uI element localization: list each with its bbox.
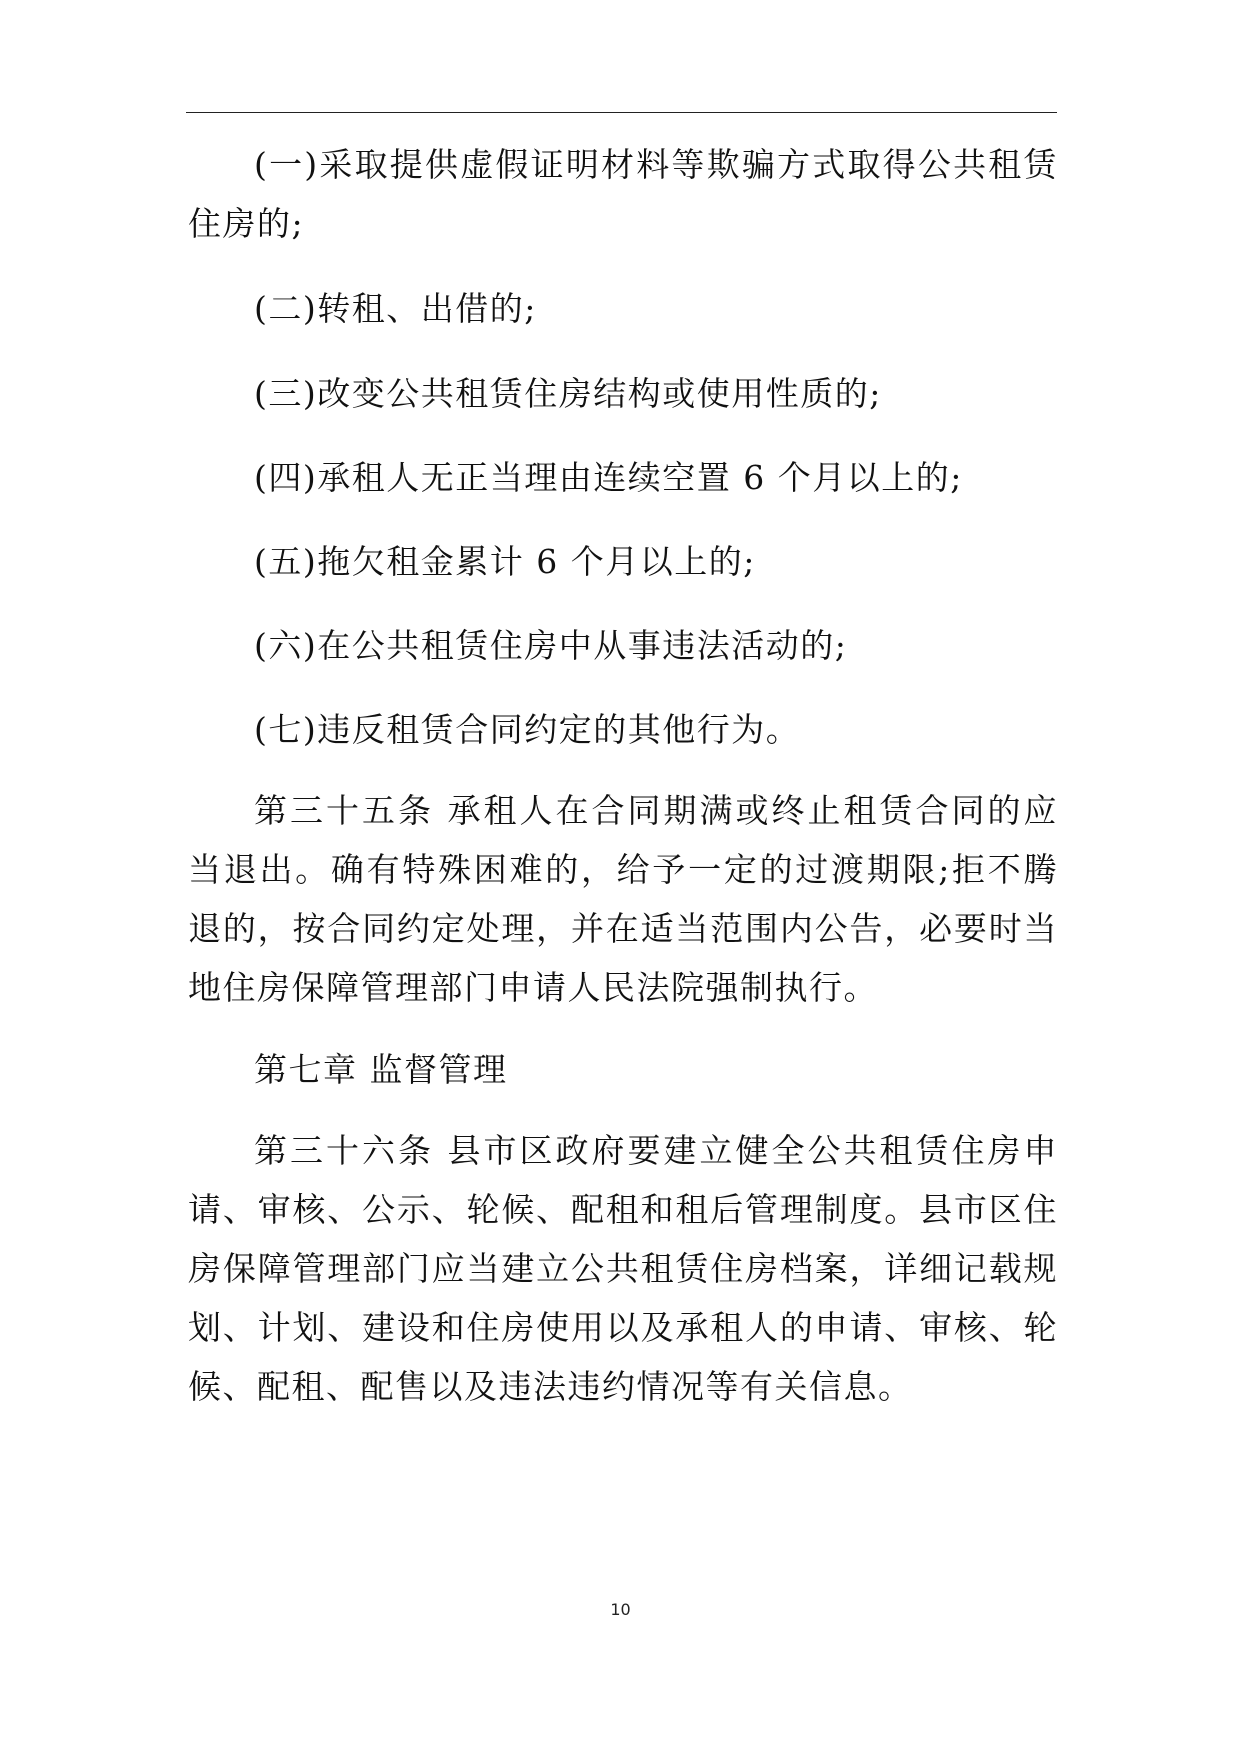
article-36: 第三十六条 县市区政府要建立健全公共租赁住房申请、审核、公示、轮候、配租和租后管理制度。县市区住房保障管理部门应当建立公共租赁住房档案，详细记载规划、计划、建设和住房使用以及承租人的申请、审核、轮候、配租、配售以及违法违约情况等有关信息。 [188,1131,1058,1406]
clause-item-2: (二)转租、出借的; [254,289,537,328]
clause-item-4: (四)承租人无正当理由连续空置 6 个月以上的; [254,458,963,497]
clause-item-5: (五)拖欠租金累计 6 个月以上的; [254,542,756,581]
header-rule [186,112,1057,113]
clause-item-1: (一)采取提供虚假证明材料等欺骗方式取得公共租赁住房的; [188,145,1058,243]
clause-item-6: (六)在公共租赁住房中从事违法活动的; [254,626,848,665]
clause-item-3: (三)改变公共租赁住房结构或使用性质的; [254,374,882,413]
clause-item-7: (七)违反租赁合同约定的其他行为。 [254,710,801,749]
article-35: 第三十五条 承租人在合同期满或终止租赁合同的应当退出。确有特殊困难的，给予一定的过渡期限;拒不腾退的，按合同约定处理，并在适当范围内公告，必要时当地住房保障管理部门申请人民法院强制执行。 [188,791,1058,1007]
chapter-7-heading: 第七章 监督管理 [254,1050,508,1089]
page-number: 10 [610,1600,631,1619]
